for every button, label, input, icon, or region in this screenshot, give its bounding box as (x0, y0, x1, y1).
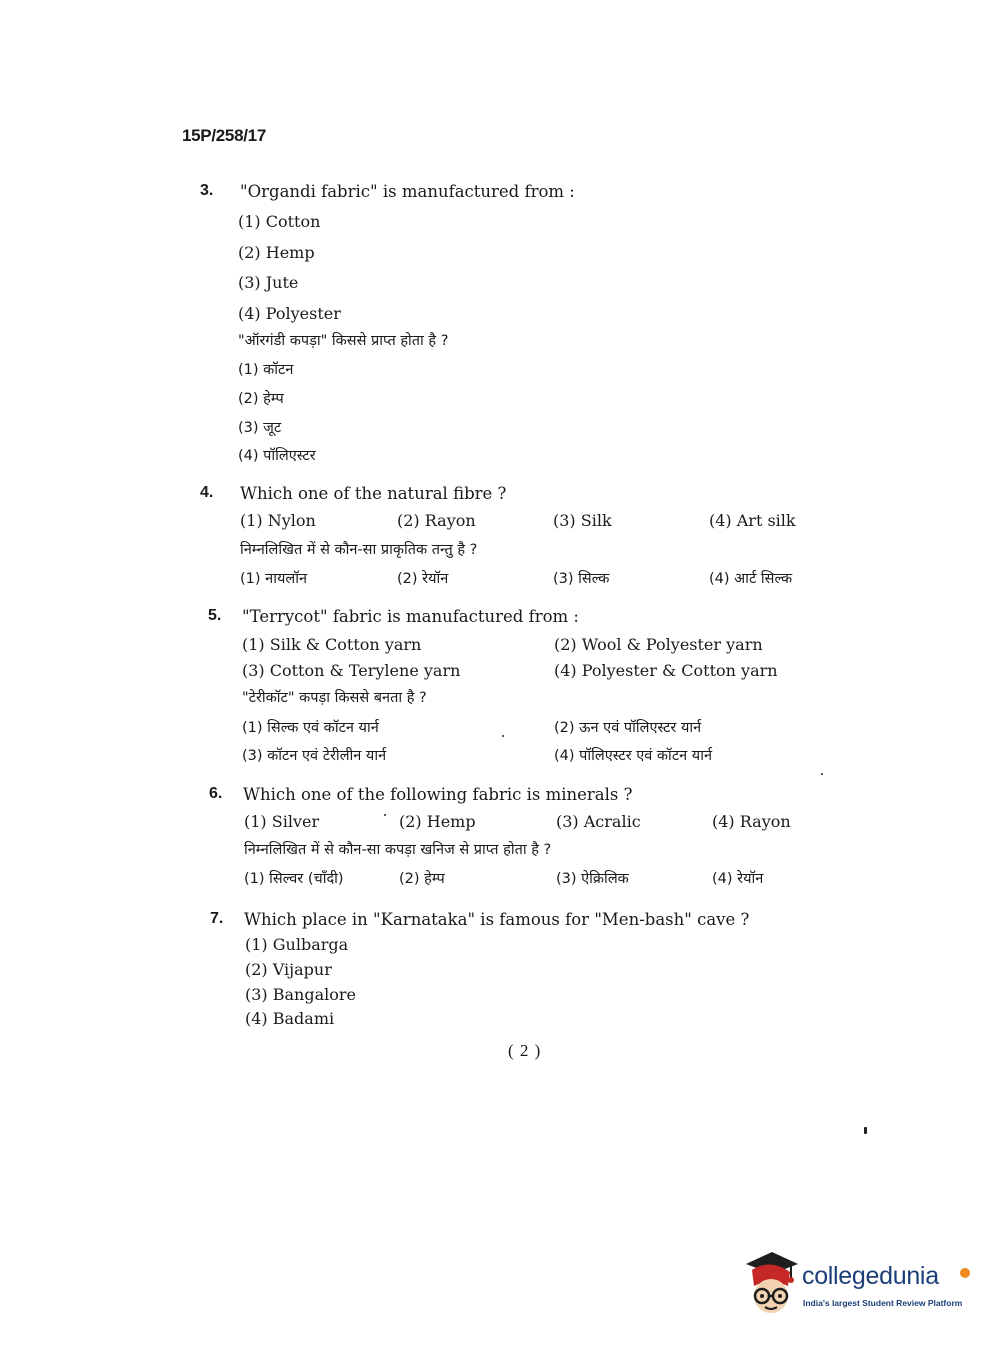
collegedunia-logo (740, 1250, 970, 1320)
option-3-en: (3) Jute (238, 273, 299, 292)
option-1-hi: (1) नायलॉन (240, 571, 307, 587)
option-4-en: (4) Art silk (709, 511, 796, 530)
option-4-hi: (4) आर्ट सिल्क (709, 571, 793, 587)
option-1-en: (1) Silver (244, 812, 320, 831)
question-text-hi: "ऑरगंडी कपड़ा" किससे प्राप्त होता है ? (238, 333, 449, 349)
option-3-en: (3) Silk (553, 511, 612, 530)
question-number: 7. (210, 910, 224, 927)
option-1-hi: (1) कॉटन (238, 362, 294, 378)
option-1-en: (1) Silk & Cotton yarn (242, 635, 422, 654)
option-3-hi: (3) जूट (238, 420, 282, 436)
option-2-hi: (2) हेम्प (399, 871, 445, 887)
option-1-en: (1) Nylon (240, 511, 316, 530)
option-1-hi: (1) सिल्वर (चाँदी) (244, 871, 344, 887)
question-7 (210, 910, 850, 1035)
logo-wordmark: collegedunia (802, 1262, 939, 1290)
question-number: 6. (209, 785, 223, 802)
option-4-en: (4) Badami (245, 1009, 335, 1028)
option-2-en: (2) Hemp (399, 812, 476, 831)
option-2-hi: (2) रेयॉन (397, 571, 449, 587)
option-4-en: (4) Polyester (238, 304, 341, 323)
question-4 (200, 484, 840, 594)
option-2-en: (2) Vijapur (245, 960, 332, 979)
scan-speck (502, 735, 504, 737)
option-3-en: (3) Bangalore (245, 985, 356, 1004)
option-1-hi: (1) सिल्क एवं कॉटन यार्न (242, 720, 379, 736)
option-3-hi: (3) सिल्क (553, 571, 610, 587)
option-3-en: (3) Acralic (556, 812, 641, 831)
logo-tagline: India's largest Student Review Platform (803, 1298, 963, 1308)
option-2-hi: (2) हेम्प (238, 391, 284, 407)
question-text-en: Which one of the natural fibre ? (240, 484, 507, 503)
question-text-en: Which place in "Karnataka" is famous for "Men-bash" cave ? (244, 910, 750, 929)
question-text-en: Which one of the following fabric is minerals ? (243, 785, 633, 804)
logo-dot (960, 1268, 970, 1278)
scan-speck (384, 814, 386, 816)
scan-speck (864, 1127, 867, 1134)
paper-code: 15P/258/17 (182, 126, 266, 145)
mascot-icon (740, 1250, 802, 1320)
option-4-hi: (4) पॉलिएस्टर एवं कॉटन यार्न (554, 748, 712, 764)
question-number: 4. (200, 484, 214, 501)
option-1-en: (1) Cotton (238, 212, 321, 231)
option-4-hi: (4) रेयॉन (712, 871, 764, 887)
question-text-en: "Organdi fabric" is manufactured from : (240, 182, 575, 201)
question-text-hi: "टेरीकॉट" कपड़ा किससे बनता है ? (242, 690, 427, 706)
option-1-en: (1) Gulbarga (245, 935, 349, 954)
option-2-hi: (2) ऊन एवं पॉलिएस्टर यार्न (554, 720, 702, 736)
question-3 (200, 182, 840, 472)
option-4-en: (4) Rayon (712, 812, 791, 831)
option-2-en: (2) Wool & Polyester yarn (554, 635, 763, 654)
question-text-hi: निम्नलिखित में से कौन-सा प्राकृतिक तन्तु है ? (240, 542, 478, 558)
question-text-hi: निम्नलिखित में से कौन-सा कपड़ा खनिज से प्राप्त होता है ? (244, 842, 552, 858)
option-2-en: (2) Rayon (397, 511, 476, 530)
option-2-en: (2) Hemp (238, 243, 315, 262)
option-3-hi: (3) ऐक्रिलिक (556, 871, 629, 887)
question-number: 5. (208, 607, 222, 624)
question-5 (208, 607, 848, 767)
option-4-en: (4) Polyester & Cotton yarn (554, 661, 778, 680)
scan-speck (821, 773, 823, 775)
option-4-hi: (4) पॉलिएस्टर (238, 448, 316, 464)
option-3-hi: (3) कॉटन एवं टेरीलीन यार्न (242, 748, 387, 764)
option-3-en: (3) Cotton & Terylene yarn (242, 661, 461, 680)
page-number: ( 2 ) (508, 1041, 542, 1060)
question-6 (209, 785, 849, 895)
question-number: 3. (200, 182, 214, 199)
question-text-en: "Terrycot" fabric is manufactured from : (242, 607, 579, 626)
